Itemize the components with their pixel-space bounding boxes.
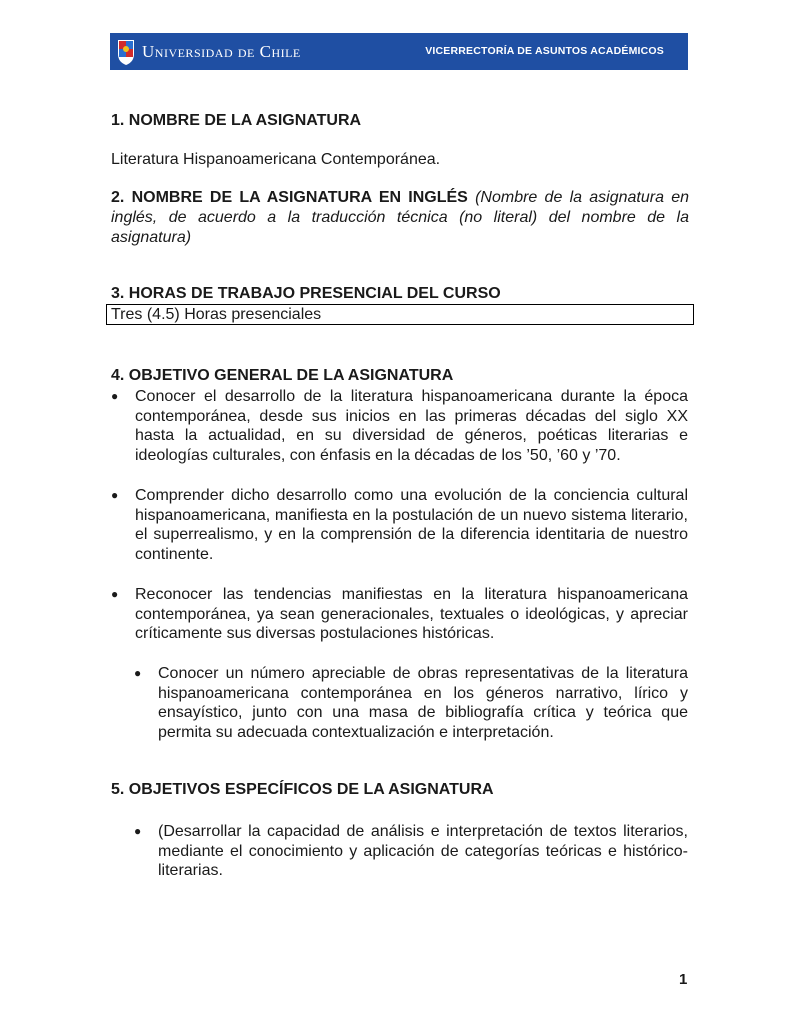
- bullet-icon: ●: [134, 666, 142, 680]
- list-item: ● Conocer un número apreciable de obras representativas de la literatura hispanoamericana contemporánea en los géneros narrativo, lírico y ensayístico, junto con una masa de bibliografía crítica y teórica que permita su adecuada contextualización e interpretación.: [134, 665, 688, 741]
- list-item: ● Reconocer las tendencias manifiestas en la literatura hispanoamericana contemporánea, ya sean generacionales, textuales o ideológicas, y apreciar críticamente sus diversas postulaciones históricas.: [111, 586, 688, 642]
- section5-heading: 5. OBJETIVOS ESPECÍFICOS DE LA ASIGNATURA: [111, 781, 494, 798]
- office-name: VICERRECTORÍA DE ASUNTOS ACADÉMICOS: [425, 45, 664, 57]
- section2-block: [111, 188, 689, 248]
- bullet-icon: ●: [134, 824, 142, 838]
- section1-heading: 1. NOMBRE DE LA ASIGNATURA: [111, 112, 362, 129]
- bullet-icon: ●: [111, 488, 119, 502]
- section4-heading: 4. OBJETIVO GENERAL DE LA ASIGNATURA: [111, 367, 454, 384]
- university-name: Universidad de Chile: [142, 42, 301, 61]
- course-name: Literatura Hispanoamericana Contemporánea.: [111, 151, 441, 168]
- hours-box: Tres (4.5) Horas presenciales: [106, 304, 694, 325]
- section2-note: (Nombre de la asignatura en inglés, de acuerdo a la traducción técnica (no literal) del nombre de la asignatura): [111, 189, 689, 246]
- section2-heading: 2. NOMBRE DE LA ASIGNATURA EN INGLÉS: [111, 189, 468, 206]
- shield-crest-icon: [116, 37, 136, 66]
- list-item: ● (Desarrollar la capacidad de análisis e interpretación de textos literarios, mediante el conocimiento y aplicación de categorías teóricas e histórico-literarias.: [134, 823, 688, 879]
- page-number: 1: [679, 971, 688, 988]
- header-banner: [110, 33, 688, 70]
- section3-heading: 3. HORAS DE TRABAJO PRESENCIAL DEL CURSO: [111, 285, 501, 302]
- bullet-icon: ●: [111, 587, 119, 601]
- list-item: ● Comprender dicho desarrollo como una evolución de la conciencia cultural hispanoamericana, manifiesta en la postulación de un nuevo sistema literario, el superrealismo, y en la comprensión de la diferencia identitaria de nuestro continente.: [111, 487, 688, 563]
- bullet-icon: ●: [111, 389, 119, 403]
- list-item: ● Conocer el desarrollo de la literatura hispanoamericana durante la época contemporánea, desde sus inicios en las primeras décadas del siglo XX hasta la actualidad, en su diversidad de géneros, poéticas literarias e ideologías culturales, con énfasis en la décadas de los ’50, ’60 y ’70.: [111, 388, 688, 464]
